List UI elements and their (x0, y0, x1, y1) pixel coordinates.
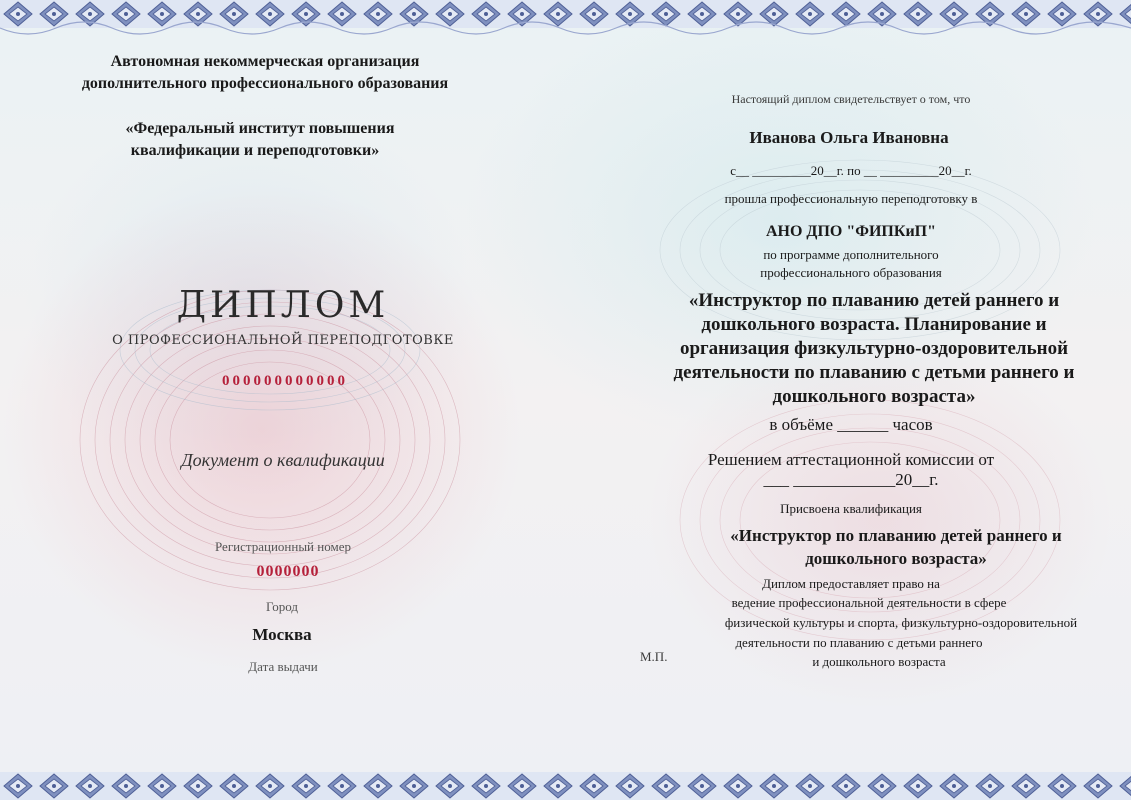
stamp-place-label: М.П. (640, 649, 668, 664)
org-name-line2: дополнительного профессионального образования (81, 75, 449, 92)
diploma-subtitle: О ПРОФЕССИОНАЛЬНОЙ ПЕРЕПОДГОТОВКЕ (112, 333, 454, 348)
program-name-line: деятельности по плаванию с детьми раннего и (673, 362, 1075, 383)
rights-text-line: Диплом предоставляет право на (762, 576, 940, 591)
study-period: с__ _________20__г. по __ _________20__г. (730, 163, 972, 178)
org-name-line1: Автономная некоммерческая организация (110, 53, 420, 70)
institute-name-line1: «Федеральный институт повышения (125, 120, 395, 137)
program-name-line: дошкольного возраста» (772, 386, 976, 407)
commission-decision-line1: Решением аттестационной комиссии от (707, 450, 995, 469)
qualification-name-line: дошкольного возраста» (805, 549, 987, 568)
program-intro-line1: по программе дополнительного (763, 247, 939, 262)
hours-volume: в объёме ______ часов (769, 415, 933, 434)
city-label: Город (265, 599, 299, 614)
program-name-line: организация физкультурно-оздоровительной (679, 338, 1069, 359)
reg-number: 0000000 (256, 563, 320, 580)
top-ornament-band (0, 0, 1131, 36)
program-name-line: «Инструктор по плаванию детей раннего и (688, 290, 1060, 311)
rights-text-line: ведение профессиональной деятельности в сфере (731, 595, 1007, 610)
certifies-text: Настоящий диплом свидетельствует о том, что (731, 92, 971, 106)
document-type-label: Документ о квалификации (181, 450, 385, 470)
city-value: Москва (252, 625, 312, 644)
institute-name-line2: квалификации и переподготовки» (130, 142, 380, 159)
rights-text-line: деятельности по плаванию с детьми раннего (735, 635, 983, 650)
commission-decision-date: ___ ____________20__г. (763, 470, 939, 489)
reg-number-label: Регистрационный номер (215, 539, 351, 554)
recipient-full-name: Иванова Ольга Ивановна (749, 128, 949, 147)
issue-date-label: Дата выдачи (248, 659, 318, 674)
rights-text-line: физической культуры и спорта, физкультурно-оздоровительной (724, 615, 1078, 630)
bottom-ornament-band (0, 772, 1131, 800)
organization-short-name: АНО ДПО "ФИПКиП" (765, 223, 936, 240)
program-intro-line2: профессионального образования (760, 265, 942, 280)
passed-retraining-text: прошла профессиональную переподготовку в (724, 191, 978, 206)
qualification-label: Присвоена квалификация (780, 501, 922, 516)
rights-text-line: и дошкольного возраста (812, 654, 946, 669)
qualification-name-line: «Инструктор по плаванию детей раннего и (730, 526, 1062, 545)
program-name-line: дошкольного возраста. Планирование и (701, 314, 1047, 335)
diploma-title: ДИПЛОМ (176, 285, 390, 326)
serial-number: 000000000000 (222, 373, 348, 389)
